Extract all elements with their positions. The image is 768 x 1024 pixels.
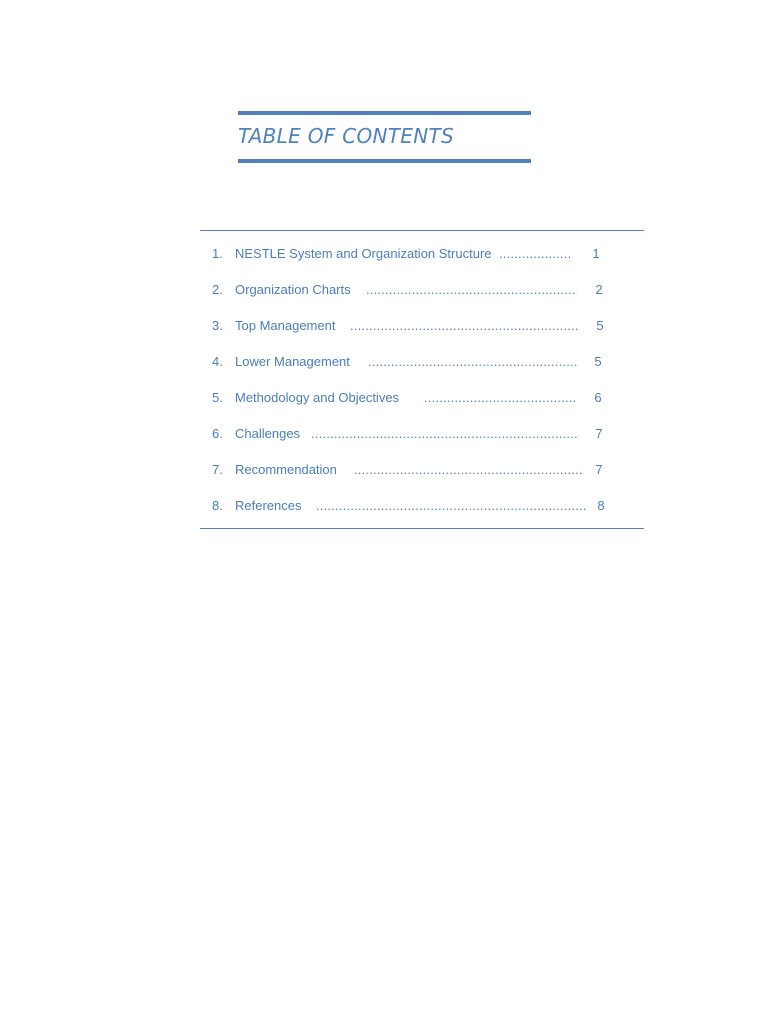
toc-bottom-rule (200, 528, 644, 529)
toc-entry-leader (316, 496, 587, 516)
page-title: TABLE OF CONTENTS (238, 124, 455, 148)
toc-heading-block (238, 111, 531, 165)
toc-entry-title: Lower Management (235, 354, 350, 369)
toc-entry-number: 8. (212, 498, 223, 513)
toc-entry[interactable] (200, 352, 644, 372)
toc-entry-title: Methodology and Objectives (235, 390, 400, 405)
toc-entry-title: NESTLE System and Organization Structure (235, 246, 492, 261)
table-of-contents (200, 230, 644, 529)
toc-entry-page: 2 (595, 282, 603, 297)
toc-entry-leader (311, 424, 578, 444)
toc-entry-leader (354, 460, 583, 480)
toc-entry-title: Organization Charts (235, 282, 351, 297)
toc-entry-number: 5. (212, 390, 223, 405)
toc-entry-leader (499, 244, 571, 264)
toc-entry[interactable] (200, 280, 644, 300)
toc-entry-page: 7 (595, 462, 603, 477)
toc-entry-number: 2. (212, 282, 223, 297)
toc-entry-title: Challenges (235, 426, 301, 441)
toc-entry-title: References (235, 498, 302, 513)
toc-entry-number: 4. (212, 354, 223, 369)
toc-entry-number: 3. (212, 318, 223, 333)
toc-entry[interactable] (200, 244, 644, 264)
toc-entry[interactable] (200, 316, 644, 336)
toc-entry-page: 1 (592, 246, 600, 261)
title-top-rule (238, 111, 531, 115)
toc-entry-number: 7. (212, 462, 223, 477)
toc-entry-page: 5 (596, 318, 604, 333)
toc-entry-page: 5 (594, 354, 602, 369)
toc-entry[interactable] (200, 424, 644, 444)
toc-entry-title: Recommendation (235, 462, 337, 477)
toc-entry[interactable] (200, 496, 644, 516)
toc-entry[interactable] (200, 388, 644, 408)
title-bottom-rule (238, 159, 531, 163)
toc-entry-title: Top Management (235, 318, 336, 333)
toc-entry-number: 1. (212, 246, 223, 261)
toc-entry-leader (368, 352, 577, 372)
toc-entry-number: 6. (212, 426, 223, 441)
toc-top-rule (200, 230, 644, 231)
toc-entry-leader (424, 388, 577, 408)
toc-entry-page: 8 (597, 498, 605, 513)
toc-entry-page: 6 (594, 390, 602, 405)
toc-entry-leader (350, 316, 579, 336)
toc-entry[interactable] (200, 460, 644, 480)
toc-entry-leader (366, 280, 577, 300)
toc-entry-page: 7 (595, 426, 603, 441)
